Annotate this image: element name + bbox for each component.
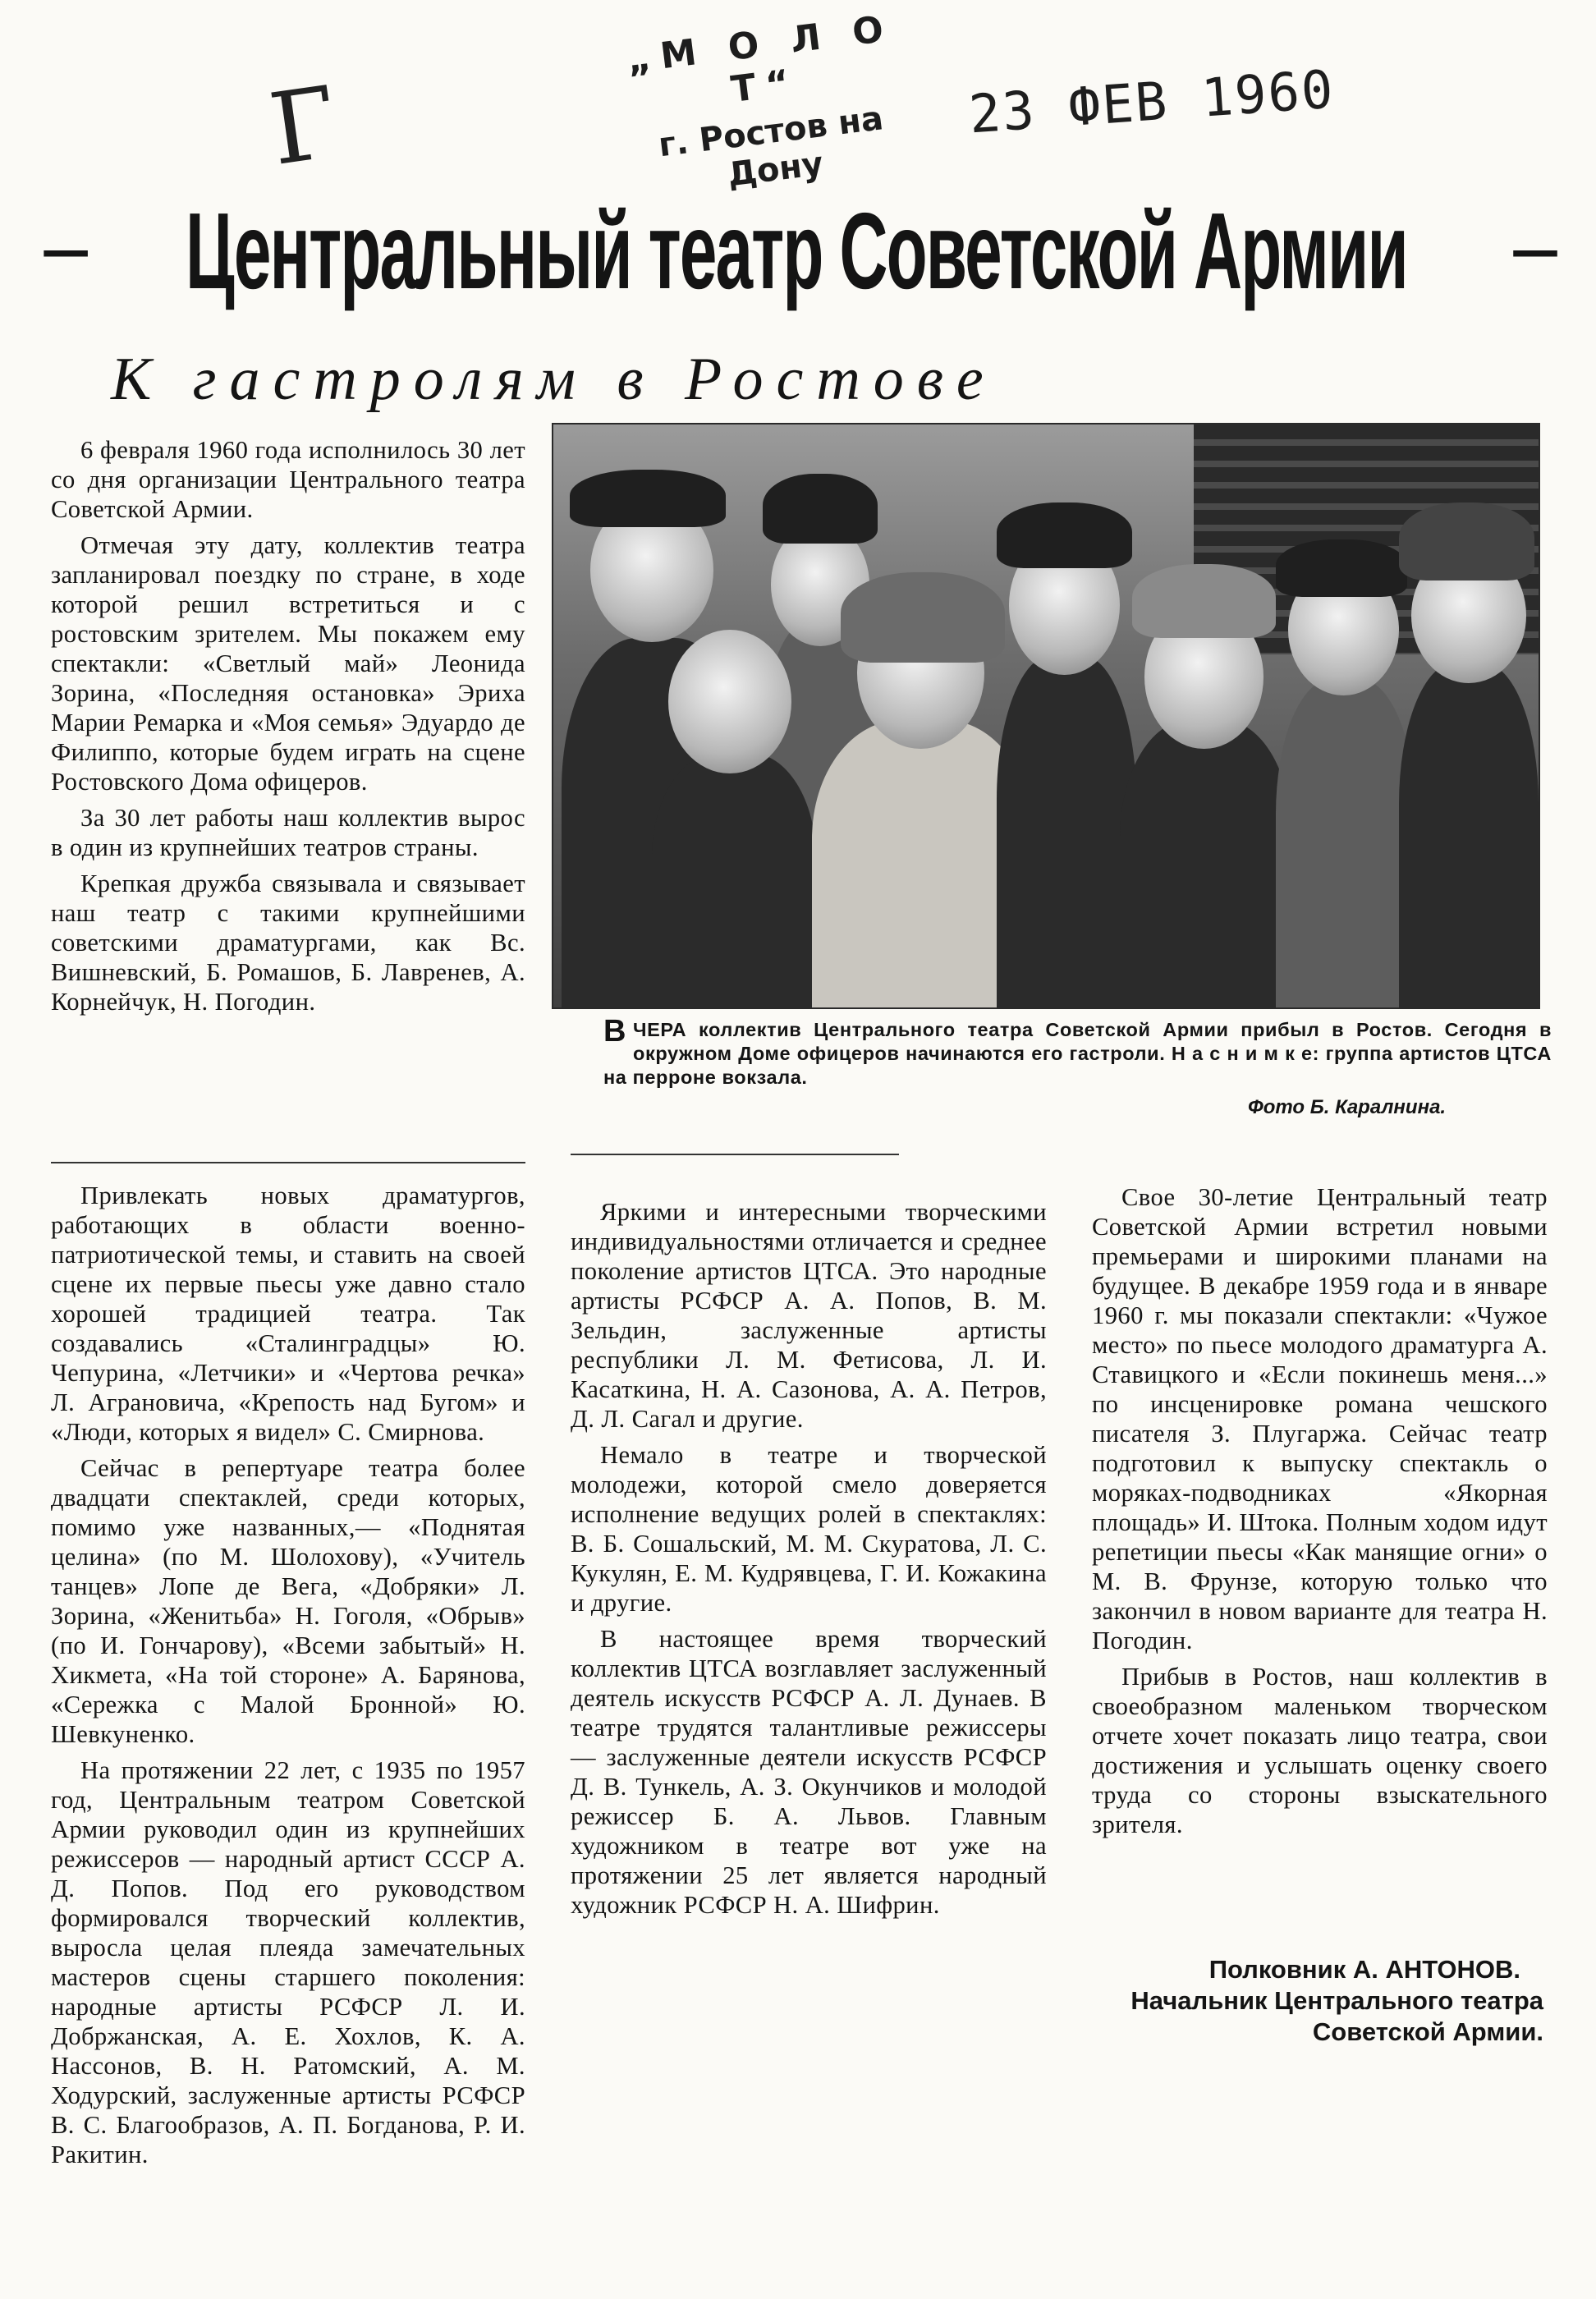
column-3: [1092, 1182, 1548, 1839]
caption-dropcap: В: [603, 1014, 627, 1049]
stamp-newspaper-name: „М О Л О Т“: [624, 7, 896, 112]
photo-credit: Фото Б. Каралнина.: [1248, 1096, 1447, 1118]
paragraph: В настоящее время творческий коллектив ЦТСА возглавляет заслуженный деятель искусств РСФСР А. Л. Дунаев. В театре трудятся талантливые режиссеры — заслуженные деятели искусств РСФСР Д. В. Тункель, А. З. Окунчиков и молодой режиссер Б. А. Львов. Главным художником в театре вот уже на протяжении 25 лет является народный художник РСФСР Н. А. Шифрин.: [571, 1625, 1047, 1919]
headline-dash-right: —: [1510, 222, 1552, 279]
paragraph: Немало в театре и творческой молодежи, которой смело доверяется исполнение ведущих ролей в спектаклях: В. Б. Сошальский, М. М. Скуратова, Л. С. Кукулян, Е. М. Кудрявцева, Г. И. Кожакина и другие.: [571, 1441, 1047, 1617]
paragraph: Прибыв в Ростов, наш коллектив в своеобразном маленьком творческом отчете хочет показать лицо театра, свои достижения и услышать оценку своего труда со стороны взыскательного зрителя.: [1092, 1663, 1548, 1838]
column-divider: [571, 1154, 899, 1155]
author-signature: [1084, 1954, 1543, 2048]
headline-dash-left: —: [41, 222, 83, 279]
headline-title: Центральный театр Советской Армии: [186, 190, 1407, 311]
column-2: [571, 1197, 1047, 1920]
handwritten-mark: Г: [263, 66, 344, 188]
caption-text: ЧЕРА коллектив Центрального театра Советской Армии прибыл в Ростов. Сегодня в окружном Доме офицеров начинаются его гастроли. Н а с н и м к е: группа артистов ЦТСА на перроне вокзала.: [603, 1019, 1552, 1088]
author-role-line-1: Начальник Центрального театра: [1130, 1986, 1543, 2015]
paragraph: Привлекать новых драматургов, работающих в области военно-патриотической темы, и ставить на своей сцене их первые пьесы уже давно стало хорошей традицией театра. Так создавались «Сталинградцы» Ю. Чепурина, «Летчики» и «Чертова речка» Л. Аграновича, «Крепость над Бугом» и «Люди, которых я видел» С. Смирнова.: [51, 1182, 525, 1446]
group-photo: [552, 423, 1540, 1009]
paragraph: За 30 лет работы наш коллектив вырос в один из крупнейших театров страны.: [51, 804, 525, 861]
author-role-line-2: Советской Армии.: [1312, 2017, 1543, 2046]
paragraph: 6 февраля 1960 года исполнилось 30 лет со дня организации Центрального театра Советской Армии.: [51, 436, 525, 523]
column-1-continued: [51, 1181, 525, 2169]
paragraph: Свое 30-летие Центральный театр Советской Армии встретил новыми премьерами и широкими планами на будущее. В декабре 1959 года и в январе 1960 г. мы показали спектакли: «Чужое место» по пьесе молодого драматурга А. Ставицкого и «Если покинешь меня...» по инсценировке романа чешского писателя З. Плугаржа. Сейчас театр подготовил к выпуску спектакль о моряках-подводниках «Якорная площадь» И. Штока. Полным ходом идут репетиции пьесы «Как манящие огни» о М. В. Фрунзе, которую только что закончил в новом варианте для театра Н. Погодин.: [1092, 1183, 1548, 1654]
paragraph: Сейчас в репертуаре театра более двадцати спектаклей, среди которых, помимо уже названных,— «Поднятая целина» (по М. Шолохову), «Учитель танцев» Лопе де Вега, «Добряки» Л. Зорина, «Женитьба» Н. Гоголя, «Обрыв» (по И. Гончарову), «Всеми забытый» Н. Хикмета, «На той стороне» А. Барянова, «Сережка с Малой Бронной» Ю. Шевкуненко.: [51, 1454, 525, 1748]
paragraph: На протяжении 22 лет, с 1935 по 1957 год, Центральным театром Советской Армии руководил один из крупнейших режиссеров — народный артист СССР А. Д. Попов. Под его руководством формировался творческий коллектив, выросла целая плеяда замечательных мастеров сцены старшего поколения: народные артисты РСФСР Л. И. Добржанская, А. Е. Хохлов, К. А. Нассонов, В. Н. Ратомский, А. М. Ходурский, заслуженные артисты РСФСР В. С. Благообразов, А. П. Богданова, Р. И. Ракитин.: [51, 1756, 525, 2168]
column-divider: [51, 1162, 525, 1163]
column-1: [51, 435, 525, 1016]
author-name: Полковник А. АНТОНОВ.: [1208, 1955, 1520, 1984]
newspaper-stamp: [594, 3, 941, 208]
paragraph: Крепкая дружба связывала и связывает наш театр с такими крупнейшими советскими драматургами, как Вс. Вишневский, Б. Ромашов, Б. Лавренев, А. Корнейчук, Н. Погодин.: [51, 870, 525, 1016]
photo-caption: [603, 1014, 1552, 1090]
paragraph: Отмечая эту дату, коллектив театра запланировал поездку по стране, в ходе которой решил встретиться и с ростовским зрителем. Мы покажем ему спектакли: «Светлый май» Леонида Зорина, «Последняя остановка» Эриха Марии Ремарка и «Моя семья» Эдуардо де Филиппо, которые будем играть на сцене Ростовского Дома офицеров.: [51, 531, 525, 796]
headline: [41, 189, 1552, 312]
date-stamp: 23 ФЕВ 1960: [966, 59, 1337, 146]
stamp-city: г. Ростов на Дону: [656, 99, 886, 195]
paragraph: Яркими и интересными творческими индивидуальностями отличается и среднее поколение артистов ЦТСА. Это народные артисты РСФСР А. А. Попов, В. М. Зельдин, заслуженные артисты республики Л. М. Фетисова, Л. И. Касаткина, Н. А. Сазонова, А. А. Петров, Д. Л. Сагал и другие.: [571, 1198, 1047, 1433]
subheadline: К гастролям в Ростове: [111, 346, 997, 413]
